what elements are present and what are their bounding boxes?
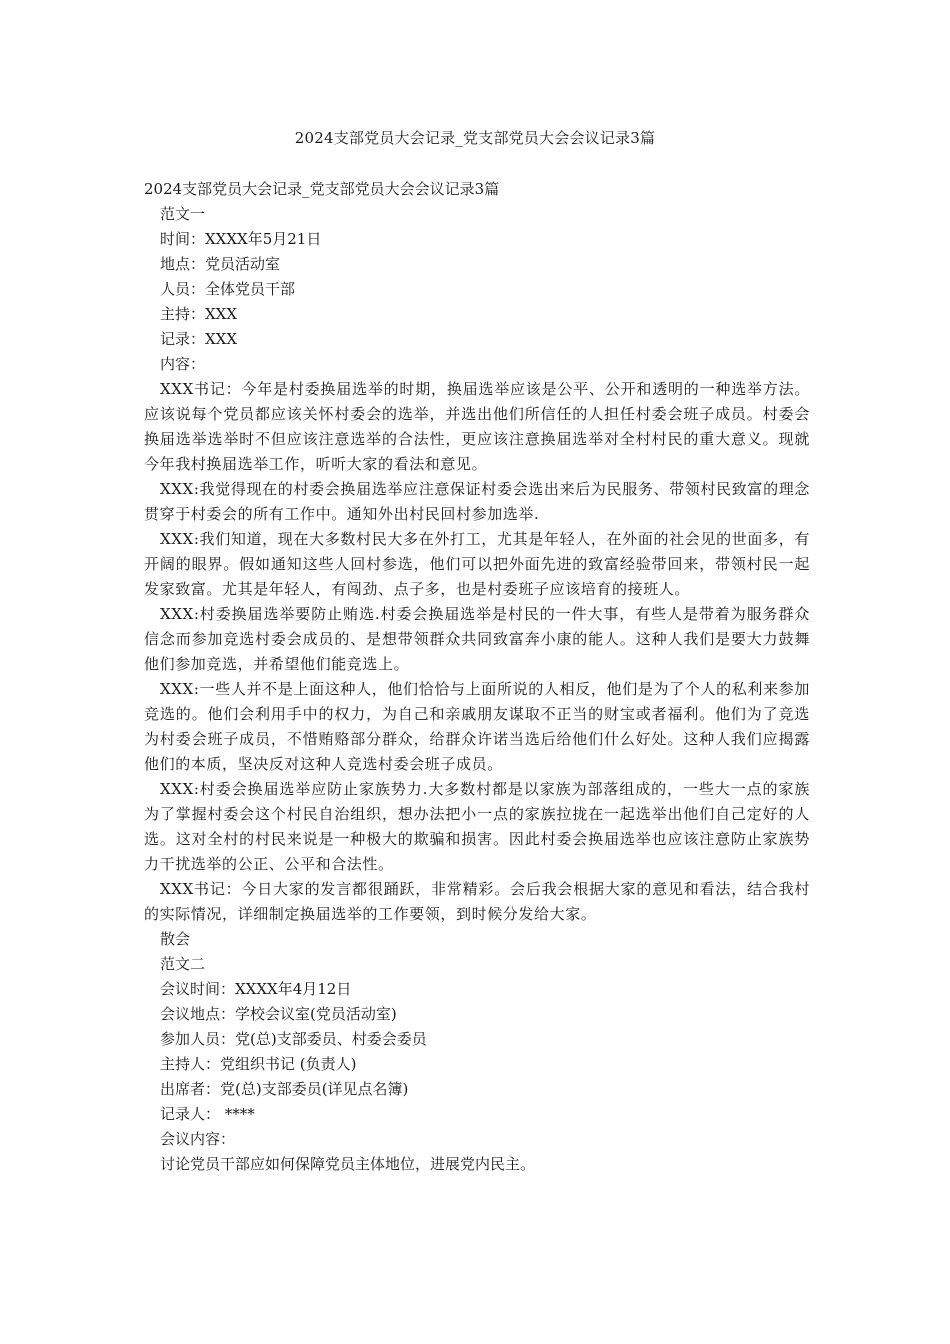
document-body xyxy=(144,177,810,1177)
sample2-label: 范文二 xyxy=(160,955,206,973)
sample2-content-label: 会议内容： xyxy=(160,1130,236,1148)
sample1-paragraph: XXX:村委换届选举要防止贿选.村委会换届选举是村民的一件大事，有些人是带着为服务群众信念而参加竞选村委会成员的、是想带领群众共同致富奔小康的能人。这种人我们是要大力鼓舞他们参加竞选，并希望他们能竞选上。 xyxy=(144,605,810,673)
sample1-paragraph: XXX书记：今年是村委换届选举的时期，换届选举应该是公平、公开和透明的一种选举方法。应该说每个党员都应该关怀村委会的选举，并选出他们所信任的人担任村委会班子成员。村委会换届选举选举时不但应该注意选举的合法性，更应该注意换届选举对全村村民的重大意义。现就今年我村换届选举工作，听听大家的看法和意见。 xyxy=(144,380,810,473)
sample1-place: 地点：党员活动室 xyxy=(160,255,281,273)
sample1-content-label: 内容： xyxy=(160,355,206,373)
sample2-first-item: 讨论党员干部应如何保障党员主体地位，进展党内民主。 xyxy=(160,1155,536,1173)
sample1-paragraph: XXX:我们知道，现在大多数村民大多在外打工，尤其是年轻人，在外面的社会见的世面多，有开阔的眼界。假如通知这些人回村参选，他们可以把外面先进的致富经验带回来，带领村民一起发家致富。尤其是年轻人，有闯劲、点子多，也是村委班子应该培育的接班人。 xyxy=(144,530,810,598)
sample1-paragraph: XXX:我觉得现在的村委会换届选举应注意保证村委会选出来后为民服务、带领村民致富的理念贯穿于村委会的所有工作中。通知外出村民回村参加选举. xyxy=(144,480,810,523)
sample1-label: 范文一 xyxy=(160,205,206,223)
sample1-host: 主持：XXX xyxy=(160,305,238,323)
sample1-paragraph: XXX:村委会换届选举应防止家族势力.大多数村都是以家族为部落组成的，一些大一点的家族为了掌握村委会这个村民自治组织，想办法把小一点的家族拉拢在一起选举出他们自己定好的人选。这对全村的村民来说是一种极大的欺骗和损害。因此村委会换届选举也应该注意防止家族势力干扰选举的公正、公平和合法性。 xyxy=(144,780,810,873)
sample1-people: 人员：全体党员干部 xyxy=(160,280,296,298)
sample2-place: 会议地点：学校会议室(党员活动室) xyxy=(160,1005,397,1023)
document-heading: 2024支部党员大会记录_党支部党员大会会议记录3篇 xyxy=(144,180,500,198)
sample1-paragraph: XXX书记：今日大家的发言都很踊跃，非常精彩。会后我会根据大家的意见和看法，结合我村的实际情况，详细制定换届选举的工作要领，到时候分发给大家。 xyxy=(144,880,810,923)
sample1-recorder: 记录：XXX xyxy=(160,330,238,348)
sample1-time: 时间：XXXX年5月21日 xyxy=(160,230,322,248)
sample2-host: 主持人：党组织书记 (负责人) xyxy=(160,1055,357,1073)
sample1-paragraph: XXX:一些人并不是上面这种人，他们恰恰与上面所说的人相反，他们是为了个人的私利来参加竞选的。他们会利用手中的权力，为自己和亲戚朋友谋取不正当的财宝或者福利。他们为了竞选为村委会班子成员，不惜贿赂部分群众，给群众许诺当选后给他们什么好处。这种人我们应揭露他们的本质，坚决反对这种人竞选村委会班子成员。 xyxy=(144,680,810,773)
sample1-closing: 散会 xyxy=(160,930,191,948)
sample2-attendees: 出席者：党(总)支部委员(详见点名簿) xyxy=(160,1080,409,1098)
sample2-recorder: 记录人： **** xyxy=(160,1105,255,1123)
sample2-time: 会议时间：XXXX年4月12日 xyxy=(160,980,352,998)
sample2-participants: 参加人员：党(总)支部委员、村委会委员 xyxy=(160,1030,427,1048)
document-title: 2024支部党员大会记录_党支部党员大会会议记录3篇 xyxy=(294,129,656,147)
